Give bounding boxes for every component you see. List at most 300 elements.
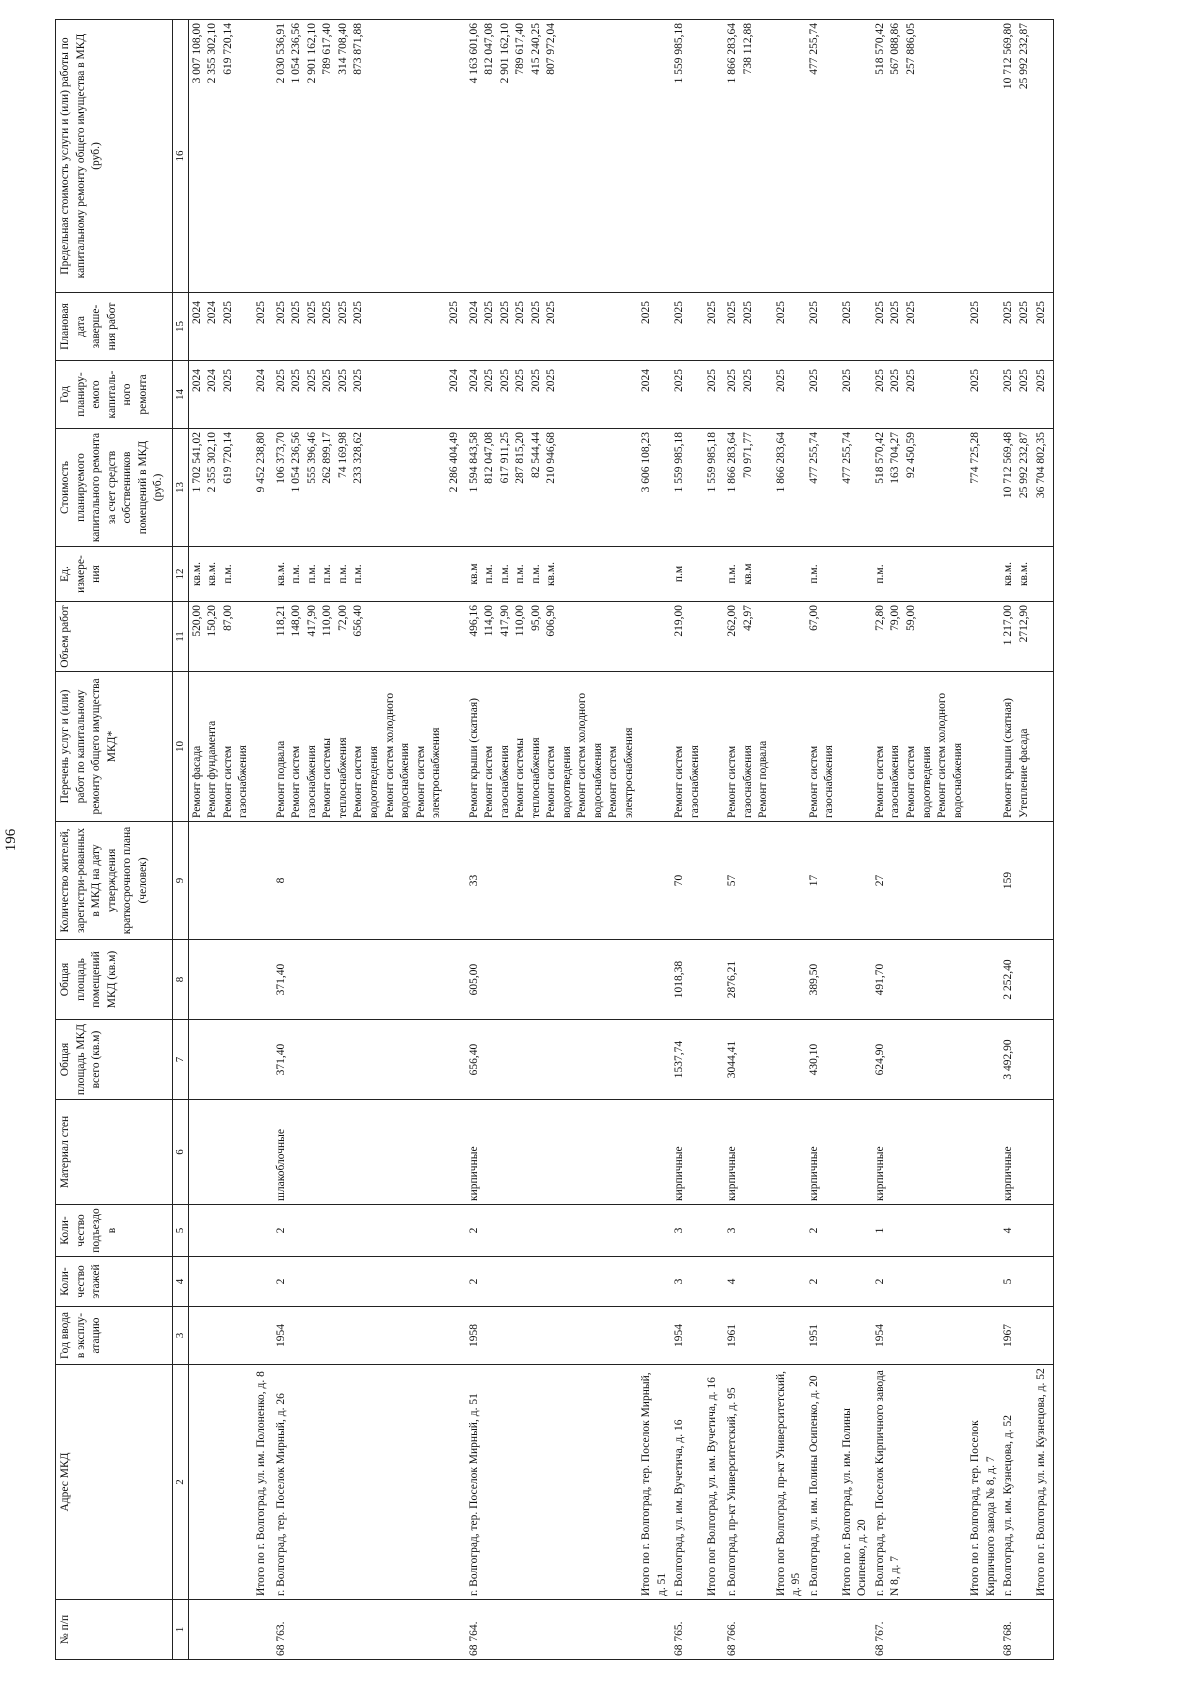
finish-year: 2025 — [1035, 301, 1048, 324]
floors-cell — [253, 1257, 273, 1307]
year-built-cell — [773, 1307, 806, 1365]
plan-year: 2025 — [545, 369, 558, 392]
row-number — [773, 1600, 806, 1660]
plan-year-cell — [466, 361, 639, 429]
work-unit-cell — [806, 547, 839, 602]
work-cost: 163 704,27 — [889, 432, 902, 484]
work-volume: 656,40 — [352, 605, 365, 637]
max-cost: 567 088,86 — [889, 23, 902, 75]
column-number: 6 — [173, 1100, 189, 1205]
work-unit-cell — [839, 547, 872, 602]
floors-cell: 5 — [1000, 1257, 1033, 1307]
total-area-cell — [839, 1020, 872, 1100]
work-unit — [888, 550, 903, 598]
max-cost-cell — [188, 20, 253, 293]
plan-year: 2025 — [840, 369, 853, 392]
work-volume: 262,00 — [726, 605, 739, 637]
floors-cell: 3 — [671, 1257, 704, 1307]
residents-cell — [1033, 822, 1054, 940]
work-cost-cell — [446, 429, 466, 547]
finish-year: 2025 — [969, 301, 982, 324]
plan-year-cell — [724, 361, 773, 429]
work-cost: 9 452 238,80 — [254, 432, 267, 493]
work-unit-cell — [1033, 547, 1054, 602]
work-item: Ремонт систем электроснабжения — [607, 727, 635, 818]
total-area-cell — [253, 1020, 273, 1100]
finish-year: 2025 — [447, 301, 460, 324]
wall-material-cell — [967, 1100, 1000, 1205]
entrances-cell — [638, 1205, 671, 1257]
work-cost: 617 911,25 — [498, 432, 511, 484]
work-item: Ремонт подвала — [274, 740, 287, 818]
work-cost-cell — [967, 429, 1000, 547]
year-built-cell — [839, 1307, 872, 1365]
address-cell: Итого по г. Волгоград, ул. им. Кузнецова, д. 52 — [1033, 1365, 1054, 1600]
entrances-cell: 3 — [671, 1205, 704, 1257]
work-unit: п.м. — [336, 564, 349, 584]
total-row — [638, 20, 671, 1660]
floors-cell — [967, 1257, 1000, 1307]
plan-year: 2025 — [969, 369, 982, 392]
column-number: 14 — [173, 361, 189, 429]
row-number: 68 763. — [273, 1600, 446, 1660]
plan-year-cell — [872, 361, 967, 429]
max-cost: 873 871,88 — [352, 23, 365, 75]
work-unit-cell — [704, 547, 724, 602]
total-row — [1033, 20, 1054, 1660]
total-area-cell: 624,90 — [872, 1020, 967, 1100]
table-row — [1000, 20, 1033, 1660]
premises-area-cell — [638, 940, 671, 1020]
plan-year: 2025 — [274, 369, 287, 392]
max-cost: 789 617,40 — [514, 23, 527, 75]
work-volume: 59,00 — [904, 605, 917, 631]
plan-year: 2025 — [1002, 369, 1015, 392]
work-item-cell — [773, 672, 806, 822]
work-volume: 110,00 — [321, 605, 334, 637]
column-number: 1 — [173, 1600, 189, 1660]
premises-area-cell: 491,70 — [872, 940, 967, 1020]
finish-year: 2025 — [352, 301, 365, 324]
address-cell: Итого пог Волгоград, ул. им. Вучетича, д. 16 — [704, 1365, 724, 1600]
work-unit: п.м. — [529, 564, 542, 584]
residents-cell: 27 — [872, 822, 967, 940]
work-item-cell — [466, 672, 639, 822]
table-row — [724, 20, 773, 1660]
header-cell: Общая площадь помещений МКД (кв.м) — [56, 940, 173, 1020]
plan-year: 2025 — [706, 369, 719, 392]
work-item-cell — [806, 672, 839, 822]
total-area-cell — [967, 1020, 1000, 1100]
max-cost: 257 886,05 — [904, 23, 917, 75]
floors-cell — [839, 1257, 872, 1307]
max-cost-cell — [671, 20, 704, 293]
total-row — [704, 20, 724, 1660]
total-area-cell: 1537,74 — [671, 1020, 704, 1100]
entrances-cell: 2 — [273, 1205, 446, 1257]
work-item: Ремонт систем холодного водоснабжения — [936, 692, 964, 818]
work-unit-cell — [1000, 547, 1033, 602]
finish-year: 2025 — [673, 301, 686, 324]
table-row — [872, 20, 967, 1660]
finish-year-cell — [967, 293, 1000, 361]
work-item: Ремонт систем водоотведения — [545, 745, 573, 818]
work-unit-cell — [671, 547, 704, 602]
column-number: 12 — [173, 547, 189, 602]
work-cost: 92 450,59 — [904, 432, 917, 478]
work-item-cell — [967, 672, 1000, 822]
finish-year: 2025 — [640, 301, 653, 324]
header-cell: Год ввода в эксплу-атацию — [56, 1307, 173, 1365]
max-cost-cell — [724, 20, 773, 293]
plan-year-cell — [704, 361, 724, 429]
max-cost: 1 866 283,64 — [726, 23, 739, 84]
work-cost: 1 866 283,64 — [726, 432, 739, 493]
wall-material-cell: кирпичные — [466, 1100, 639, 1205]
plan-year: 2025 — [483, 369, 496, 392]
work-volume-cell — [806, 602, 839, 672]
residents-cell — [253, 822, 273, 940]
column-number: 8 — [173, 940, 189, 1020]
max-cost-cell — [967, 20, 1000, 293]
work-unit: п.м. — [807, 564, 820, 584]
work-item: Ремонт крыши (скатная) — [467, 698, 480, 818]
work-cost: 1 702 541,02 — [190, 432, 203, 493]
work-unit: кв.м. — [545, 561, 558, 587]
work-item: Ремонт системы теплоснабжения — [321, 737, 349, 818]
total-row — [839, 20, 872, 1660]
plan-year: 2025 — [352, 369, 365, 392]
max-cost: 619 720,14 — [221, 23, 234, 75]
header-cell: Предельная стоимость услуги и (или) работы по капитальному ремонту общего имущества в МКД (руб.) — [56, 20, 173, 293]
entrances-cell: 2 — [806, 1205, 839, 1257]
header-cell: Год планиру-емого капиталь-ного ремонта — [56, 361, 173, 429]
finish-year: 2025 — [726, 301, 739, 324]
work-unit: кв.м. — [190, 561, 203, 587]
work-item: Ремонт систем электроснабжения — [414, 727, 443, 818]
plan-year-cell — [806, 361, 839, 429]
work-item: Ремонт систем холодного водоснабжения — [576, 692, 604, 818]
work-volume-cell — [446, 602, 466, 672]
total-row — [446, 20, 466, 1660]
finish-year: 2025 — [305, 301, 318, 324]
work-cost: 619 720,14 — [221, 432, 234, 484]
address-cell: г. Волгоград, ул. им. Кузнецова, д. 52 — [1000, 1365, 1033, 1600]
year-built-cell — [1033, 1307, 1054, 1365]
work-cost-cell — [773, 429, 806, 547]
work-cost-cell — [1033, 429, 1054, 547]
work-volume: 118,21 — [274, 605, 287, 637]
total-area-cell: 3044,41 — [724, 1020, 773, 1100]
entrances-cell — [839, 1205, 872, 1257]
max-cost: 1 054 236,56 — [290, 23, 303, 84]
max-cost: 2 030 536,91 — [274, 23, 287, 84]
wall-material-cell: кирпичные — [806, 1100, 839, 1205]
plan-year-cell — [839, 361, 872, 429]
total-area-cell — [704, 1020, 724, 1100]
plan-year-cell — [273, 361, 446, 429]
floors-cell — [704, 1257, 724, 1307]
address-cell: г. Волгоград, ул. им. Вучетича, д. 16 — [671, 1365, 704, 1600]
plan-year-cell — [773, 361, 806, 429]
header-cell: № п/п — [56, 1600, 173, 1660]
plan-year: 2025 — [873, 369, 886, 392]
work-volume: 42,97 — [741, 605, 754, 631]
work-unit-cell — [638, 547, 671, 602]
plan-year: 2024 — [640, 369, 653, 392]
plan-year: 2025 — [741, 369, 754, 392]
column-number-row — [173, 20, 189, 1660]
year-built-cell — [704, 1307, 724, 1365]
work-volume: 72,00 — [336, 605, 349, 631]
plan-year: 2025 — [221, 369, 234, 392]
work-item: Ремонт систем газоснабжения — [726, 745, 754, 818]
work-cost: 1 559 985,18 — [673, 432, 686, 493]
column-number: 9 — [173, 822, 189, 940]
max-cost-cell — [872, 20, 967, 293]
work-volume: 417,90 — [305, 605, 318, 637]
max-cost: 1 559 985,18 — [673, 23, 686, 84]
work-cost: 1 594 843,58 — [467, 432, 480, 493]
total-area-cell: 371,40 — [273, 1020, 446, 1100]
max-cost-cell — [273, 20, 446, 293]
finish-year-cell — [466, 293, 639, 361]
premises-area-cell — [188, 940, 253, 1020]
row-number — [967, 1600, 1000, 1660]
plan-year: 2025 — [514, 369, 527, 392]
wall-material-cell — [188, 1100, 253, 1205]
work-unit-cell — [773, 547, 806, 602]
work-cost: 774 725,28 — [969, 432, 982, 484]
header-cell: Количество жителей, зарегистри-рованных в МКД на дату утверждения краткосрочного плана (человек) — [56, 822, 173, 940]
max-cost-cell — [466, 20, 639, 293]
work-volume: 2712,90 — [1017, 605, 1030, 643]
wall-material-cell: кирпичные — [1000, 1100, 1033, 1205]
row-number: 68 766. — [724, 1600, 773, 1660]
work-unit: кв.м. — [206, 561, 219, 587]
work-cost: 10 712 569,48 — [1002, 432, 1015, 499]
work-item-cell — [671, 672, 704, 822]
table-row — [806, 20, 839, 1660]
max-cost: 10 712 569,80 — [1002, 23, 1015, 90]
work-volume-cell — [872, 602, 967, 672]
work-cost: 2 286 404,49 — [447, 432, 460, 493]
work-item: Ремонт систем водоотведения — [352, 745, 380, 818]
premises-area-cell: 2876,21 — [724, 940, 773, 1020]
row-number — [839, 1600, 872, 1660]
total-area-cell — [1033, 1020, 1054, 1100]
plan-year: 2025 — [673, 369, 686, 392]
work-unit: п.м. — [726, 564, 739, 584]
work-volume-cell — [638, 602, 671, 672]
work-unit: п.м. — [483, 564, 496, 584]
work-volume: 1 217,00 — [1002, 605, 1015, 646]
work-volume: 219,00 — [673, 605, 686, 637]
premises-area-cell: 2 252,40 — [1000, 940, 1033, 1020]
work-unit: п.м. — [290, 564, 303, 584]
plan-year: 2024 — [447, 369, 460, 392]
column-number: 3 — [173, 1307, 189, 1365]
work-unit-cell — [253, 547, 273, 602]
plan-year: 2025 — [889, 369, 902, 392]
work-volume: 114,00 — [483, 605, 496, 637]
total-row — [773, 20, 806, 1660]
wall-material-cell — [446, 1100, 466, 1205]
work-unit-cell — [446, 547, 466, 602]
floors-cell — [446, 1257, 466, 1307]
entrances-cell: 4 — [1000, 1205, 1033, 1257]
max-cost-cell — [446, 20, 466, 293]
column-number: 4 — [173, 1257, 189, 1307]
work-unit: п.м. — [514, 564, 527, 584]
work-unit-cell — [273, 547, 446, 602]
year-built-cell: 1954 — [273, 1307, 446, 1365]
max-cost: 518 570,42 — [873, 23, 886, 75]
work-item: Ремонт системы теплоснабжения — [514, 737, 542, 818]
work-item-cell — [1033, 672, 1054, 822]
work-cost-cell — [253, 429, 273, 547]
table-row — [671, 20, 704, 1660]
max-cost: 2 355 302,10 — [206, 23, 219, 84]
work-unit: кв.м. — [1002, 561, 1015, 587]
row-number — [188, 1600, 253, 1660]
work-cost: 262 899,17 — [321, 432, 334, 484]
finish-year: 2025 — [1017, 301, 1030, 324]
address-cell: г. Волгоград, тер. Поселок Мирный, д. 26 — [273, 1365, 446, 1600]
work-volume: 150,20 — [206, 605, 219, 637]
residents-cell — [967, 822, 1000, 940]
work-cost-cell — [806, 429, 839, 547]
year-built-cell — [638, 1307, 671, 1365]
max-cost: 812 047,08 — [483, 23, 496, 75]
finish-year-cell — [724, 293, 773, 361]
max-cost: 3 007 108,00 — [190, 23, 203, 84]
work-unit-cell — [967, 547, 1000, 602]
plan-year: 2025 — [321, 369, 334, 392]
plan-year: 2025 — [904, 369, 917, 392]
work-unit — [903, 550, 918, 598]
address-cell: Итого пог Волгоград, пр-кт Университетский, д. 95 — [773, 1365, 806, 1600]
floors-cell: 2 — [806, 1257, 839, 1307]
finish-year: 2025 — [254, 301, 267, 324]
plan-year: 2024 — [467, 369, 480, 392]
plan-year-cell — [638, 361, 671, 429]
header-cell: Материал стен — [56, 1100, 173, 1205]
address-cell: Итого по г. Волгоград, тер. Поселок Мирный, д. 51 — [638, 1365, 671, 1600]
work-cost: 477 255,74 — [840, 432, 853, 484]
plan-year: 2025 — [290, 369, 303, 392]
max-cost: 789 617,40 — [321, 23, 334, 75]
plan-year: 2024 — [254, 369, 267, 392]
work-cost: 812 047,08 — [483, 432, 496, 484]
work-cost: 36 704 802,35 — [1035, 432, 1048, 499]
total-row — [253, 20, 273, 1660]
address-cell: г. Волгоград, тер. Поселок Мирный, д. 51 — [466, 1365, 639, 1600]
work-item: Утепление фасада — [1017, 728, 1030, 818]
address-cell: Итого по г. Волгоград, тер. Поселок Кирпичного завода № 8, д. 7 — [967, 1365, 1000, 1600]
wall-material-cell — [1033, 1100, 1054, 1205]
work-item: Ремонт фасада — [190, 745, 203, 818]
total-area-cell — [773, 1020, 806, 1100]
residents-cell: 70 — [671, 822, 704, 940]
work-unit: п.м. — [321, 564, 334, 584]
max-cost: 314 708,40 — [336, 23, 349, 75]
finish-year-cell — [806, 293, 839, 361]
plan-year-cell — [446, 361, 466, 429]
work-item: Ремонт систем газоснабжения — [221, 745, 250, 818]
wall-material-cell: кирпичные — [671, 1100, 704, 1205]
work-unit: п.м. — [873, 564, 886, 584]
total-area-cell: 656,40 — [466, 1020, 639, 1100]
residents-cell — [773, 822, 806, 940]
work-cost-cell — [704, 429, 724, 547]
finish-year: 2025 — [807, 301, 820, 324]
finish-year-cell — [253, 293, 273, 361]
residents-cell — [446, 822, 466, 940]
header-cell: Плановая дата заверше-ния работ — [56, 293, 173, 361]
work-item-cell — [188, 672, 253, 822]
total-row — [967, 20, 1000, 1660]
floors-cell: 2 — [466, 1257, 639, 1307]
finish-year-cell — [1000, 293, 1033, 361]
row-number: 68 768. — [1000, 1600, 1033, 1660]
entrances-cell — [1033, 1205, 1054, 1257]
work-volume: 606,90 — [545, 605, 558, 637]
column-number: 7 — [173, 1020, 189, 1100]
wall-material-cell — [638, 1100, 671, 1205]
max-cost: 738 112,88 — [741, 23, 754, 75]
work-item-cell — [872, 672, 967, 822]
total-area-cell — [446, 1020, 466, 1100]
plan-year: 2025 — [1035, 369, 1048, 392]
premises-area-cell — [839, 940, 872, 1020]
finish-year: 2025 — [545, 301, 558, 324]
row-number: 68 764. — [466, 1600, 639, 1660]
work-cost-cell — [872, 429, 967, 547]
premises-area-cell — [773, 940, 806, 1020]
year-built-cell — [967, 1307, 1000, 1365]
address-cell: г. Волгоград, ул. им. Полины Осипенко, д. 20 — [806, 1365, 839, 1600]
table-body — [188, 20, 1053, 1660]
work-volume-cell — [253, 602, 273, 672]
plan-year-cell — [1033, 361, 1054, 429]
work-volume: 79,00 — [889, 605, 902, 631]
year-built-cell — [446, 1307, 466, 1365]
floors-cell: 2 — [872, 1257, 967, 1307]
row-number — [253, 1600, 273, 1660]
max-cost: 807 972,04 — [545, 23, 558, 75]
work-cost: 3 606 108,23 — [640, 432, 653, 493]
header-row — [56, 20, 173, 1660]
row-number — [446, 1600, 466, 1660]
finish-year: 2025 — [840, 301, 853, 324]
work-cost: 477 255,74 — [807, 432, 820, 484]
wall-material-cell — [704, 1100, 724, 1205]
work-item: Ремонт систем газоснабжения — [873, 745, 902, 818]
work-volume: 417,90 — [498, 605, 511, 637]
address-cell — [188, 1365, 253, 1600]
work-cost: 233 328,62 — [352, 432, 365, 484]
plan-year: 2025 — [726, 369, 739, 392]
residents-cell — [188, 822, 253, 940]
residents-cell: 17 — [806, 822, 839, 940]
column-number: 15 — [173, 293, 189, 361]
row-number — [806, 1600, 839, 1660]
max-cost: 2 901 162,10 — [305, 23, 318, 84]
premises-area-cell: 371,40 — [273, 940, 446, 1020]
entrances-cell — [773, 1205, 806, 1257]
finish-year: 2025 — [873, 301, 886, 324]
